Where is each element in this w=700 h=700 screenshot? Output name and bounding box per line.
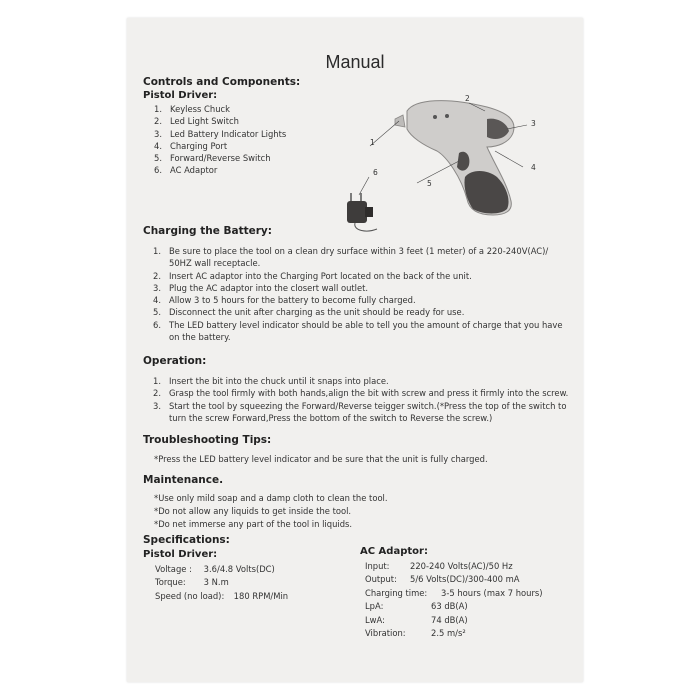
spec-label: Output: bbox=[365, 574, 397, 585]
callout-label: 1 bbox=[370, 138, 375, 147]
charging-steps bbox=[153, 245, 573, 343]
list-item: 6. The LED battery level indicator should be able to tell you the amount of charge that you have on the battery. bbox=[153, 319, 563, 343]
adaptor-specs bbox=[365, 560, 543, 640]
spec-row bbox=[365, 627, 543, 640]
callout-label: 5 bbox=[427, 179, 432, 188]
spec-value: 5/6 Volts(DC)/300-400 mA bbox=[410, 574, 520, 585]
troubleshooting-heading: Troubleshooting Tips: bbox=[143, 434, 272, 446]
spec-label: Voltage : bbox=[155, 564, 192, 574]
spec-value: 3.6/4.8 Volts(DC) bbox=[203, 564, 275, 574]
list-item: 6. AC Adaptor bbox=[154, 165, 218, 176]
spec-label: Charging time: bbox=[365, 587, 428, 598]
spec-label: LwA: bbox=[365, 614, 385, 625]
list-item: *Do not allow any liquids to get inside the tool. bbox=[154, 506, 352, 517]
list-item: 3. Start the tool by squeezing the Forward/Reverse teigger switch.(*Press the top of the switch to turn the screw Forward,Press the bottom of the switch to Reverse the screw.) bbox=[153, 400, 567, 423]
operation-steps bbox=[153, 375, 573, 424]
page-title: Manual bbox=[325, 52, 385, 72]
spec-value: 180 RPM/Min bbox=[233, 590, 289, 601]
driver-specs-heading: Pistol Driver: bbox=[143, 549, 218, 560]
spec-label: LpA: bbox=[365, 601, 384, 612]
spec-value: 2.5 m/s² bbox=[431, 628, 466, 639]
spec-label: Torque: bbox=[155, 577, 186, 588]
spec-value: 3 N.m bbox=[203, 577, 229, 588]
spec-value: 63 dB(A) bbox=[431, 601, 468, 612]
list-item: 4. Allow 3 to 5 hours for the battery to become fully charged. bbox=[153, 295, 416, 306]
specifications-heading: Specifications: bbox=[143, 534, 230, 546]
list-item: 3. Led Battery Indicator Lights bbox=[154, 128, 287, 139]
callout-label: 4 bbox=[531, 163, 536, 172]
adaptor-specs-heading: AC Adaptor: bbox=[360, 546, 428, 557]
maintenance-list bbox=[154, 492, 574, 532]
list-item: 5. Disconnect the unit after charging as the unit should be ready for use. bbox=[153, 307, 465, 318]
spec-row bbox=[155, 590, 288, 603]
list-item: 2. Insert AC adaptor into the Charging Port located on the back of the unit. bbox=[153, 270, 472, 281]
spec-label: Speed (no load): bbox=[155, 590, 225, 601]
pistol-driver-subheading: Pistol Driver: bbox=[143, 90, 218, 101]
components-list bbox=[154, 103, 286, 177]
spec-row bbox=[365, 600, 543, 613]
list-item: 1. Be sure to place the tool on a clean dry surface within 3 feet (1 meter) of a 220-240V(AC)/ 50HZ wall receptacle. bbox=[153, 246, 549, 269]
list-item: 1. Insert the bit into the chuck until it snaps into place. bbox=[153, 376, 389, 386]
manual-sheet bbox=[127, 18, 583, 682]
spec-value: 74 dB(A) bbox=[431, 614, 468, 625]
list-item: 4. Charging Port bbox=[154, 140, 228, 151]
driver-illustration bbox=[337, 73, 557, 233]
spec-row bbox=[155, 576, 288, 589]
spec-label: Input: bbox=[365, 561, 390, 571]
driver-specs bbox=[155, 563, 288, 603]
charging-heading: Charging the Battery: bbox=[143, 225, 272, 237]
spec-row bbox=[365, 614, 543, 627]
list-item: 1. Keyless Chuck bbox=[154, 104, 230, 114]
screwdriver-icon bbox=[395, 101, 514, 215]
spec-row bbox=[155, 563, 288, 576]
controls-heading: Controls and Components: bbox=[143, 76, 301, 88]
list-item: *Do net immerse any part of the tool in liquids. bbox=[154, 519, 353, 530]
callout-label: 3 bbox=[531, 119, 536, 128]
list-item: 2. Led Light Switch bbox=[154, 116, 239, 127]
spec-row bbox=[365, 573, 543, 586]
maintenance-heading: Maintenance. bbox=[143, 474, 224, 486]
spec-row bbox=[365, 560, 543, 573]
list-item: *Use only mild soap and a damp cloth to clean the tool. bbox=[154, 493, 388, 503]
list-item: 5. Forward/Reverse Switch bbox=[154, 153, 271, 164]
list-item: 2. Grasp the tool firmly with both hands,align the bit with screw and press it firmly into the screw. bbox=[153, 388, 569, 399]
spec-row bbox=[365, 587, 543, 600]
callout-label: 2 bbox=[465, 94, 470, 103]
spec-value: 220-240 Volts(AC)/50 Hz bbox=[410, 561, 513, 571]
operation-heading: Operation: bbox=[143, 355, 207, 367]
ac-adaptor-icon bbox=[347, 193, 377, 231]
callout-label: 6 bbox=[373, 168, 378, 177]
list-item: 3. Plug the AC adaptor into the closert wall outlet. bbox=[153, 282, 369, 293]
spec-value: 3-5 hours (max 7 hours) bbox=[441, 587, 543, 598]
spec-label: Vibration: bbox=[365, 628, 406, 639]
troubleshooting-tip: *Press the LED battery level indicator and be sure that the unit is fully charged. bbox=[154, 454, 488, 464]
